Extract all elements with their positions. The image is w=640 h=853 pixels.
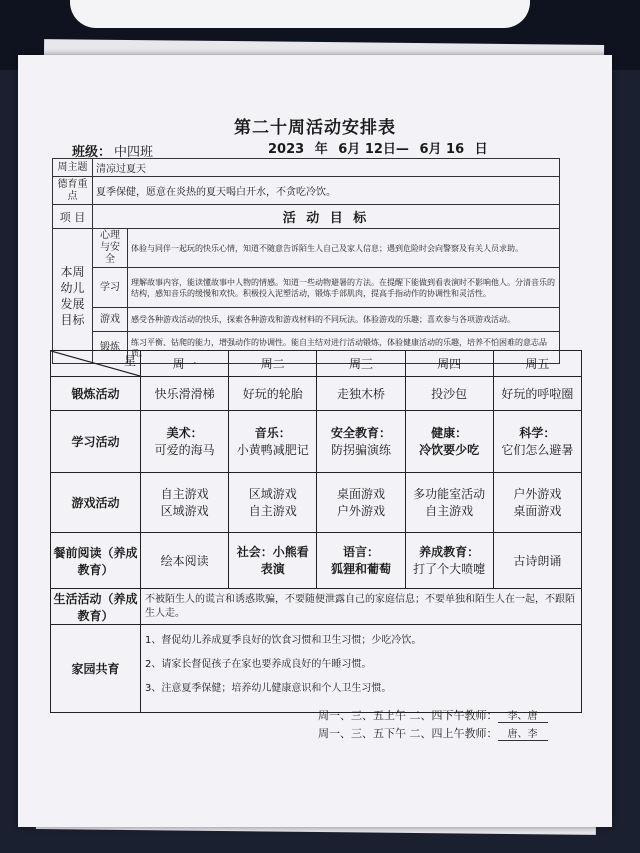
goal-label-exercise: 锻炼 bbox=[93, 332, 128, 364]
footer-text: 周一、三、五上午 二、四下午教师： bbox=[318, 709, 498, 722]
weekly-schedule-table bbox=[50, 350, 582, 713]
cell: 投沙包 bbox=[405, 377, 493, 411]
life-label: 生活活动（养成教育） bbox=[51, 589, 141, 625]
footer-line-2 bbox=[318, 725, 548, 741]
cell-line: 安全教育： bbox=[330, 425, 391, 440]
class-label: 班级： bbox=[72, 145, 112, 160]
moral-value: 夏季保健，愿意在炎热的夏天喝白开水，不贪吃冷饮。 bbox=[93, 177, 560, 205]
day-header-tue: 周二 bbox=[229, 351, 317, 377]
row-reading bbox=[51, 533, 582, 589]
cell-line: 冷饮要少吃 bbox=[419, 442, 480, 457]
goals-table bbox=[52, 158, 560, 364]
goal-text-learning: 理解故事内容，能读懂故事中人物的情感。知道一些动物避暑的方法。在提醒下能做到看表演时不影响他人。分清音乐的结构，感知音乐的缓慢和欢快。积极投入泥塑活动，锻炼手部肌肉，提高手指动作的协调性和灵活性。 bbox=[128, 268, 560, 308]
cell-line: 户外游戏 bbox=[336, 503, 385, 518]
class-name: 中四班 bbox=[114, 145, 154, 160]
cell bbox=[493, 411, 581, 473]
day-header-thu: 周四 bbox=[405, 351, 493, 377]
cell-line: 自主游戏 bbox=[160, 486, 209, 501]
cell-line: 健康： bbox=[431, 425, 468, 440]
life-text: 不被陌生人的谎言和诱惑欺骗，不要随便泄露自己的家庭信息；不要单独和陌生人在一起，不跟陌生人走。 bbox=[141, 589, 582, 625]
cell: 快乐滑滑梯 bbox=[141, 377, 229, 411]
date-year-unit: 年 bbox=[314, 142, 328, 157]
dev-goal-label: 本周幼儿发展目标 bbox=[53, 229, 93, 364]
item-header: 项 目 bbox=[53, 205, 93, 229]
day-header-fri: 周五 bbox=[493, 351, 581, 377]
row-label: 锻炼活动 bbox=[51, 377, 141, 411]
date-end-unit: 日 bbox=[474, 142, 488, 157]
cell-line: 自主游戏 bbox=[248, 503, 297, 518]
cell bbox=[317, 411, 405, 473]
cell-line: 多功能室活动 bbox=[413, 486, 486, 501]
row-label: 游戏活动 bbox=[51, 473, 141, 533]
cell bbox=[141, 473, 229, 533]
date-range bbox=[268, 138, 494, 157]
cell-line: 打了个大喷嚏 bbox=[413, 561, 486, 576]
cell bbox=[493, 473, 581, 533]
teacher-names: 唐、李 bbox=[498, 725, 548, 741]
corner-label: 星 bbox=[123, 354, 136, 368]
home-items bbox=[141, 625, 582, 713]
footer-line-1 bbox=[318, 707, 548, 723]
cell bbox=[141, 411, 229, 473]
cell-line: 防拐骗演练 bbox=[330, 442, 391, 457]
row-label: 餐前阅读（养成教育） bbox=[51, 533, 141, 589]
home-item: 3、注意夏季保健；培养幼儿健康意识和个人卫生习惯。 bbox=[145, 683, 392, 694]
sheet-title: 第二十周活动安排表 bbox=[234, 118, 396, 138]
cell bbox=[405, 411, 493, 473]
row-life bbox=[51, 589, 582, 625]
cell: 古诗朗诵 bbox=[493, 533, 581, 589]
goal-label-learning: 学习 bbox=[93, 268, 128, 308]
row-home bbox=[51, 625, 582, 713]
cell-line: 美术： bbox=[166, 425, 203, 440]
date-end: 6月 16 bbox=[419, 142, 465, 157]
row-learning bbox=[51, 411, 582, 473]
schedule-sheet bbox=[18, 55, 612, 827]
cell-line: 音乐： bbox=[254, 425, 291, 440]
day-header-wed: 周三 bbox=[317, 351, 405, 377]
cell: 好玩的轮胎 bbox=[229, 377, 317, 411]
cell-line: 户外游戏 bbox=[513, 486, 562, 501]
cell: 好玩的呼啦圈 bbox=[493, 377, 581, 411]
cell-line: 自主游戏 bbox=[425, 503, 474, 518]
teacher-names: 李、唐 bbox=[498, 707, 548, 723]
day-header-mon: 周一 bbox=[141, 351, 229, 377]
goal-text-exercise: 练习平衡、钻爬的能力，增强动作的协调性。能自主结对进行活动锻炼，体验健康活动的乐趣，培养不怕困难的意志品质。 bbox=[128, 332, 560, 364]
date-year: 2023 bbox=[268, 142, 305, 157]
cell-line: 区域游戏 bbox=[160, 503, 209, 518]
goal-label-game: 游戏 bbox=[93, 308, 128, 332]
moral-label: 德育重点 bbox=[53, 177, 93, 205]
cell-line: 它们怎么避暑 bbox=[501, 442, 574, 457]
cell-line: 桌面游戏 bbox=[336, 486, 385, 501]
home-item: 1、督促幼儿养成夏季良好的饮食习惯和卫生习惯；少吃冷饮。 bbox=[145, 635, 422, 646]
cell bbox=[405, 473, 493, 533]
row-game bbox=[51, 473, 582, 533]
cell bbox=[229, 533, 317, 589]
cell: 绘本阅读 bbox=[141, 533, 229, 589]
home-label: 家园共育 bbox=[51, 625, 141, 713]
cell-line: 桌面游戏 bbox=[513, 503, 562, 518]
cell bbox=[317, 533, 405, 589]
cell-line: 表演 bbox=[260, 561, 285, 576]
row-exercise bbox=[51, 377, 582, 411]
cell-line: 区域游戏 bbox=[248, 486, 297, 501]
cell-line: 养成教育： bbox=[419, 544, 480, 559]
cell bbox=[229, 411, 317, 473]
cell-line: 小黄鸭减肥记 bbox=[236, 442, 309, 457]
cell-line: 可爱的海马 bbox=[154, 442, 215, 457]
theme-value: 清凉过夏天 bbox=[93, 159, 560, 177]
goal-text-safety: 体验与同伴一起玩的快乐心情，知道不随意告诉陌生人自己及家人信息；遇到危险时会向警察及有关人员求助。 bbox=[128, 229, 560, 268]
footer-text: 周一、三、五下午 二、四上午教师： bbox=[318, 727, 498, 740]
cell bbox=[405, 533, 493, 589]
cell bbox=[317, 473, 405, 533]
cell-line: 语言： bbox=[342, 544, 379, 559]
goal-label-safety: 心理与安全 bbox=[93, 229, 128, 268]
cell: 走独木桥 bbox=[317, 377, 405, 411]
row-label: 学习活动 bbox=[51, 411, 141, 473]
date-start: 6月 12日— bbox=[338, 142, 409, 157]
cell bbox=[229, 473, 317, 533]
cell-line: 社会：小熊看 bbox=[236, 544, 309, 559]
cell-line: 科学： bbox=[519, 425, 556, 440]
clipboard-clip bbox=[70, 0, 530, 28]
cell-line: 狐狸和葡萄 bbox=[330, 561, 391, 576]
goal-header: 活 动 目 标 bbox=[93, 205, 560, 229]
goal-text-game: 感受各种游戏活动的快乐，探索各种游戏和游戏材料的不同玩法。体验游戏的乐趣；喜欢参与各项游戏活动。 bbox=[128, 308, 560, 332]
theme-label: 周主题 bbox=[53, 159, 93, 177]
home-item: 2、请家长督促孩子在家也要养成良好的午睡习惯。 bbox=[145, 659, 372, 670]
corner-cell bbox=[51, 351, 141, 377]
